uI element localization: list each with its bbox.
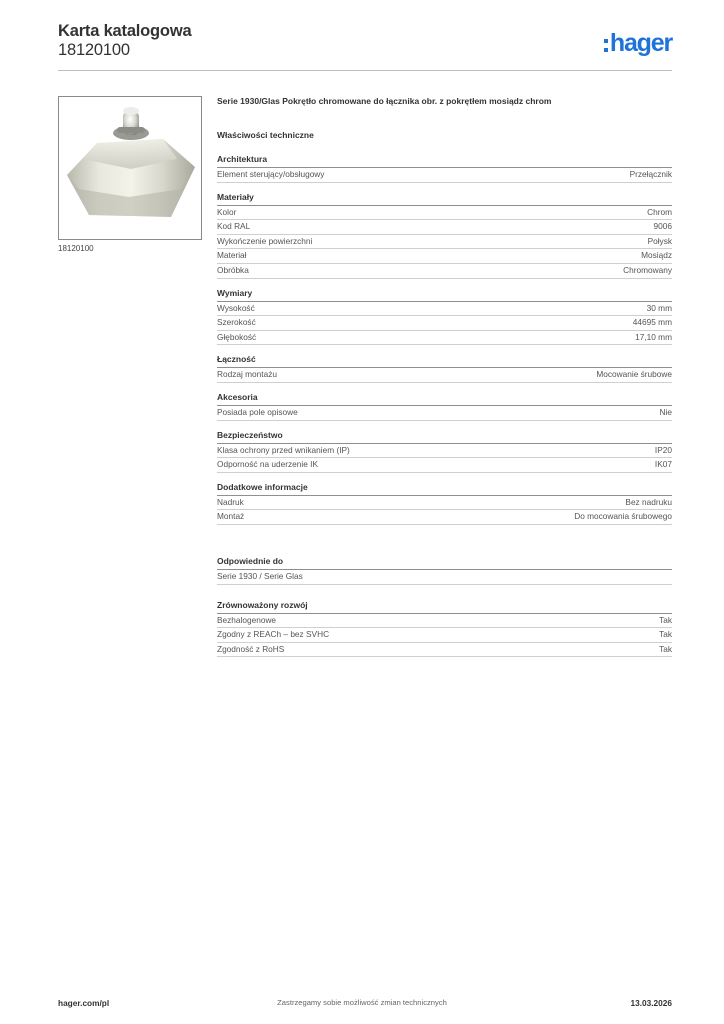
section-title: Materiały xyxy=(217,192,672,206)
footer-date: 13.03.2026 xyxy=(630,998,672,1008)
spec-section xyxy=(217,430,672,473)
spec-label: Odporność na uderzenie IK xyxy=(217,459,319,470)
spec-value: 30 mm xyxy=(646,302,672,313)
spec-section xyxy=(217,288,672,346)
spec-label: Zgodność z RoHS xyxy=(217,643,285,654)
spec-row xyxy=(217,510,672,525)
spec-label: Materiał xyxy=(217,250,247,261)
spec-section xyxy=(217,154,672,183)
sustainability-title: Zrównoważony rozwój xyxy=(217,600,672,614)
spec-label: Zgodny z REACh – bez SVHC xyxy=(217,629,330,640)
spec-value: Chromowany xyxy=(623,264,672,275)
spec-label: Obróbka xyxy=(217,264,249,275)
footer-note: Zastrzegamy sobie możliwość zmian technicznych xyxy=(277,998,447,1007)
suitable-section xyxy=(217,556,672,585)
spec-value: 17,10 mm xyxy=(635,331,672,342)
spec-value: Tak xyxy=(659,643,672,654)
spec-row xyxy=(217,235,672,250)
spec-section xyxy=(217,392,672,421)
spec-row xyxy=(217,496,672,511)
section-title: Dodatkowe informacje xyxy=(217,482,672,496)
document-title: Karta katalogowa xyxy=(58,22,192,40)
spec-value: Tak xyxy=(659,614,672,625)
section-title: Architektura xyxy=(217,154,672,168)
spec-row xyxy=(217,444,672,459)
spec-label: Element sterujący/obsługowy xyxy=(217,169,325,179)
logo-dots-icon xyxy=(604,39,608,52)
logo-text: hager xyxy=(609,28,672,57)
product-details xyxy=(217,96,672,666)
spec-value: Mocowanie śrubowe xyxy=(596,369,672,380)
spec-value: Tak xyxy=(659,629,672,640)
technical-properties-heading: Właściwości techniczne xyxy=(217,130,314,140)
spec-label: Posiada pole opisowe xyxy=(217,406,298,417)
spec-section xyxy=(217,482,672,525)
spec-value: Nie xyxy=(659,406,672,417)
spec-value: Połysk xyxy=(647,235,672,246)
spec-value: 9006 xyxy=(653,221,672,232)
spec-value: Chrom xyxy=(647,206,672,217)
section-title: Wymiary xyxy=(217,288,672,302)
spec-label: Bezhalogenowe xyxy=(217,614,277,625)
spec-value: 44695 mm xyxy=(632,317,672,328)
spec-label: Kod RAL xyxy=(217,221,251,232)
spec-row xyxy=(217,643,672,658)
spec-value: Bez nadruku xyxy=(625,496,672,507)
spec-label: Klasa ochrony przed wnikaniem (IP) xyxy=(217,444,350,455)
spec-row xyxy=(217,206,672,221)
spec-row xyxy=(217,316,672,331)
spec-row xyxy=(217,249,672,264)
section-title: Bezpieczeństwo xyxy=(217,430,672,444)
document-number: 18120100 xyxy=(58,41,130,59)
spec-value: Do mocowania śrubowego xyxy=(574,511,672,522)
product-image xyxy=(58,96,202,240)
spec-row xyxy=(217,614,672,629)
spec-row xyxy=(217,220,672,235)
spec-label: Wykończenie powierzchni xyxy=(217,235,313,246)
section-title: Akcesoria xyxy=(217,392,672,406)
spec-row xyxy=(217,570,672,585)
spec-label: Serie 1930 / Serie Glas xyxy=(217,570,303,581)
spec-label: Szerokość xyxy=(217,317,256,328)
spec-row xyxy=(217,406,672,421)
spec-row xyxy=(217,628,672,643)
spec-row xyxy=(217,458,672,473)
spec-label: Wysokość xyxy=(217,302,255,313)
spec-value: Przełącznik xyxy=(629,169,672,179)
product-title: Serie 1930/Glas Pokrętło chromowane do łącznika obr. z pokrętłem mosiądz chrom xyxy=(217,96,552,106)
spec-label: Montaż xyxy=(217,511,245,522)
spec-label: Głębokość xyxy=(217,331,257,342)
spec-value: Mosiądz xyxy=(641,250,672,261)
spec-row xyxy=(217,264,672,279)
spec-value: IK07 xyxy=(654,459,672,470)
spec-label: Kolor xyxy=(217,206,237,217)
spec-row xyxy=(217,331,672,346)
spec-section xyxy=(217,354,672,383)
spec-label: Rodzaj montażu xyxy=(217,369,277,380)
chrome-knob-product-photo xyxy=(59,97,201,239)
spec-row xyxy=(217,368,672,383)
spec-section xyxy=(217,192,672,279)
section-title: Łączność xyxy=(217,354,672,368)
spec-row xyxy=(217,168,672,183)
hager-logo xyxy=(604,28,672,58)
page-header xyxy=(58,20,672,71)
technical-sections xyxy=(217,154,672,525)
sustainability-section xyxy=(217,600,672,658)
spec-value: IP20 xyxy=(654,444,672,455)
spec-row xyxy=(217,302,672,317)
spec-label: Nadruk xyxy=(217,496,244,507)
footer-website[interactable]: hager.com/pl xyxy=(58,998,110,1008)
product-image-caption: 18120100 xyxy=(58,244,94,253)
suitable-title: Odpowiednie do xyxy=(217,556,672,570)
